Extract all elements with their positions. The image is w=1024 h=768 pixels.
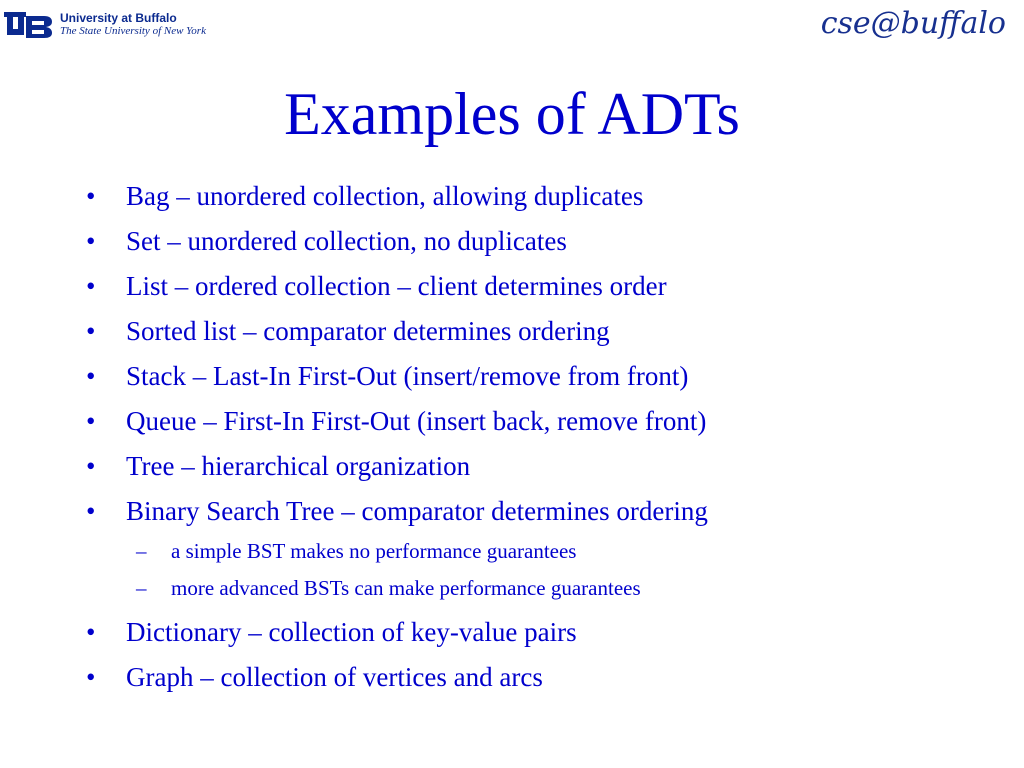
bullet-text: Binary Search Tree – comparator determines ordering bbox=[126, 496, 708, 526]
bullet-text: Tree – hierarchical organization bbox=[126, 451, 471, 481]
bullet-marker: • bbox=[86, 451, 96, 481]
bullet-text: Set – unordered collection, no duplicates bbox=[126, 226, 567, 256]
bullet-marker: • bbox=[86, 406, 96, 436]
bullet-text: Queue – First-In First-Out (insert back, remove front) bbox=[126, 406, 707, 436]
bullet-marker: • bbox=[86, 361, 96, 391]
bullet-marker: • bbox=[86, 226, 96, 256]
cse-buffalo-logo: cse@buffalo bbox=[820, 6, 1006, 41]
bullet-text: Graph – collection of vertices and arcs bbox=[126, 662, 543, 692]
bullet-text: List – ordered collection – client determines order bbox=[126, 271, 667, 301]
bullet-text: Bag – unordered collection, allowing duplicates bbox=[126, 181, 644, 211]
sub-bullet-marker: – bbox=[136, 539, 147, 563]
ub-logo-icon bbox=[4, 12, 54, 40]
bullet-text: Stack – Last-In First-Out (insert/remove from front) bbox=[126, 361, 689, 391]
bullet-marker: • bbox=[86, 271, 96, 301]
university-subtitle: The State University of New York bbox=[60, 25, 206, 37]
bullet-marker: • bbox=[86, 316, 96, 346]
bullet-marker: • bbox=[86, 181, 96, 211]
bullet-marker: • bbox=[86, 496, 96, 526]
bullet-text: more advanced BSTs can make performance guarantees bbox=[171, 576, 641, 600]
bullet-text: Dictionary – collection of key-value pairs bbox=[126, 617, 577, 647]
slide-title: Examples of ADTs bbox=[284, 81, 740, 147]
university-name: University at Buffalo bbox=[60, 11, 177, 25]
bullet-marker: • bbox=[86, 662, 96, 692]
university-logo bbox=[4, 8, 204, 42]
bullet-marker: • bbox=[86, 617, 96, 647]
sub-bullet-marker: – bbox=[136, 576, 147, 600]
bullet-text: a simple BST makes no performance guarantees bbox=[171, 539, 577, 563]
bullet-text: Sorted list – comparator determines ordering bbox=[126, 316, 610, 346]
